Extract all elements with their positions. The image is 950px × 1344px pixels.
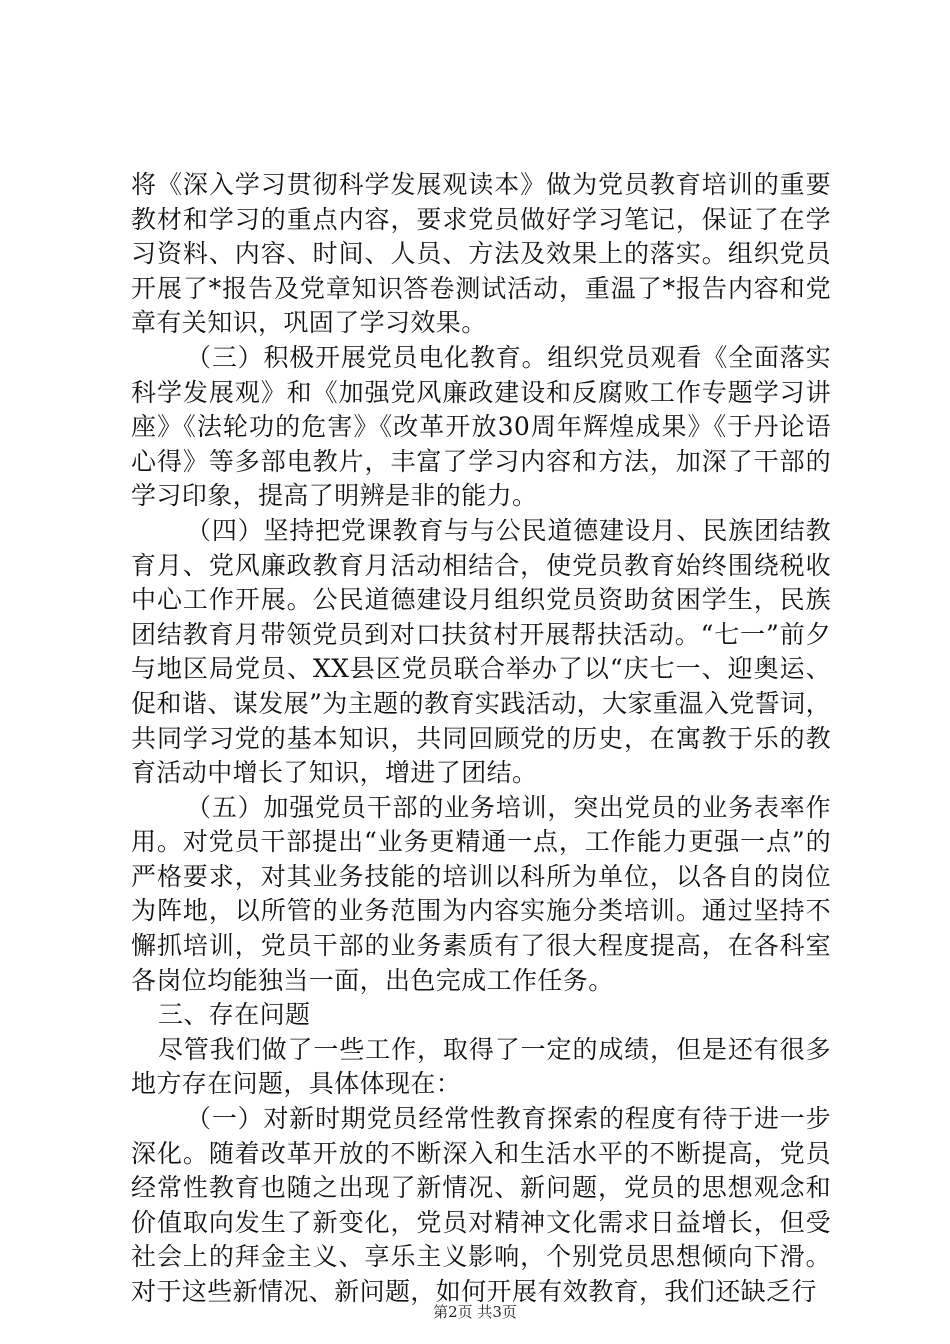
page-number-label: 第2页 共3页	[433, 1303, 517, 1321]
paragraph-section-5: （五）加强党员干部的业务培训，突出党员的业务表率作用。对党员干部提出“业务更精通一点，工作能力更强一点”的严格要求，对其业务技能的培训以科所为单位，以各自的岗位为阵地，以所管的业务范围为内容实施分类培训。通过坚持不懈抓培训，党员干部的业务素质有了很大程度提高，在各科室各岗位均能独当一面，出色完成工作任务。	[131, 792, 831, 995]
heading-existing-problems: 三、存在问题	[158, 1000, 311, 1030]
page-footer	[0, 1302, 950, 1322]
paragraph-problem-1: （一）对新时期党员经常性教育探索的程度有待于进一步深化。随着改革开放的不断深入和生活水平的不断提高，党员经常性教育也随之出现了新情况、新问题，党员的思想观念和价值取向发生了新变化，党员对精神文化需求日益增长，但受社会上的拜金主义、享乐主义影响，个别党员思想倾向下滑。对于这些新情况、新问题，如何开展有效教育，我们还缺乏行	[131, 1104, 831, 1306]
paragraph-problems-intro: 尽管我们做了一些工作，取得了一定的成绩，但是还有很多地方存在问题，具体体现在：	[131, 1034, 831, 1099]
paragraph-section-4: （四）坚持把党课教育与与公民道德建设月、民族团结教育月、党风廉政教育月活动相结合，使党员教育始终围绕税收中心工作开展。公民道德建设月组织党员资助贫困学生，民族团结教育月带领党员到对口扶贫村开展帮扶活动。“七一”前夕与地区局党员、XX县区党员联合举办了以“庆七一、迎奥运、促和谐、谋发展”为主题的教育实践活动，大家重温入党誓词，共同学习党的基本知识，共同回顾党的历史，在寓教于乐的教育活动中增长了知识，增进了团结。	[131, 515, 831, 788]
document-body	[131, 168, 831, 1310]
paragraph-continued: 将《深入学习贯彻科学发展观读本》做为党员教育培训的重要教材和学习的重点内容，要求党员做好学习笔记，保证了在学习资料、内容、时间、人员、方法及效果上的落实。组织党员开展了*报告及党章知识答卷测试活动，重温了*报告内容和党章有关知识，巩固了学习效果。	[131, 170, 831, 338]
paragraph-section-3: （三）积极开展党员电化教育。组织党员观看《全面落实科学发展观》和《加强党风廉政建设和反腐败工作专题学习讲座》《法轮功的危害》《改革开放30周年辉煌成果》《于丹论语心得》等多部电教片，丰富了学习内容和方法，加深了干部的学习印象，提高了明辨是非的能力。	[131, 342, 831, 511]
